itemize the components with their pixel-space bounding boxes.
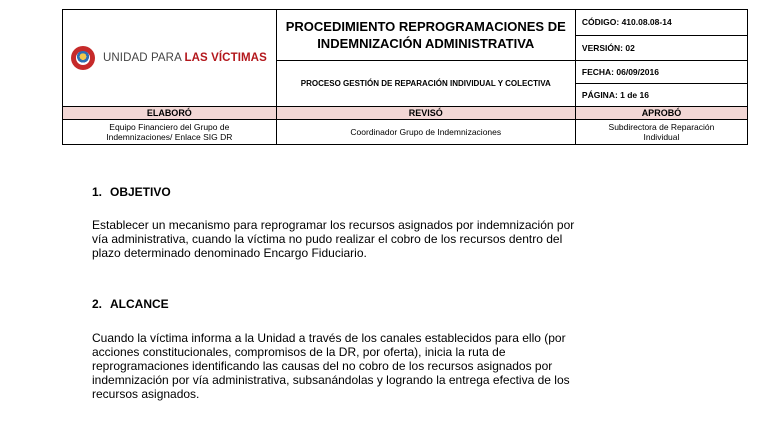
logo-text: UNIDAD PARA LAS VÍCTIMAS [103,52,267,64]
colombia-seal-icon [71,46,95,70]
elaboro-value: Equipo Financiero del Grupo de Indemnizaciones/ Enlace SIG DR [63,120,277,145]
logo [63,10,276,106]
elaboro-label: ELABORÓ [63,107,277,120]
pagina: PÁGINA: 1 de 16 [575,84,747,107]
codigo: CÓDIGO: 410.08.08-14 [575,10,747,36]
section-paragraph-objetivo: Establecer un mecanismo para reprogramar los recursos asignados por indemnización por vía administrativa, cuando la víctima no pudo realizar el cobro de los recursos dentro del plazo determinado denominado Encargo Fiduciario. [92,218,575,260]
section-heading-objetivo: 1. OBJETIVO [92,185,171,199]
version: VERSIÓN: 02 [575,35,747,61]
fecha: FECHA: 06/09/2016 [575,61,747,84]
logo-cell [63,10,277,107]
process-name: PROCESO GESTIÓN DE REPARACIÓN INDIVIDUAL Y COLECTIVA [276,61,575,107]
reviso-value: Coordinador Grupo de Indemnizaciones [276,120,575,145]
title-line-1: PROCEDIMIENTO REPROGRAMACIONES DE [285,19,566,34]
document-header-table [62,9,748,145]
title-line-2: INDEMNIZACIÓN ADMINISTRATIVA [317,36,535,51]
aprobo-label: APROBÓ [575,107,747,120]
reviso-label: REVISÓ [276,107,575,120]
aprobo-value: Subdirectora de Reparación Individual [575,120,747,145]
section-paragraph-alcance: Cuando la víctima informa a la Unidad a través de los canales establecidos para ello (por acciones constitucionales, compromisos de la DR, por oferta), inicia la ruta de reprogramaciones identificando las causas del no cobro de los recursos asignados por indemnización por vía administrativa, subsanándolas y logrando la entrega efectiva de los recursos asignados. [92,331,570,401]
document-title [276,10,575,61]
section-heading-alcance: 2. ALCANCE [92,297,169,311]
